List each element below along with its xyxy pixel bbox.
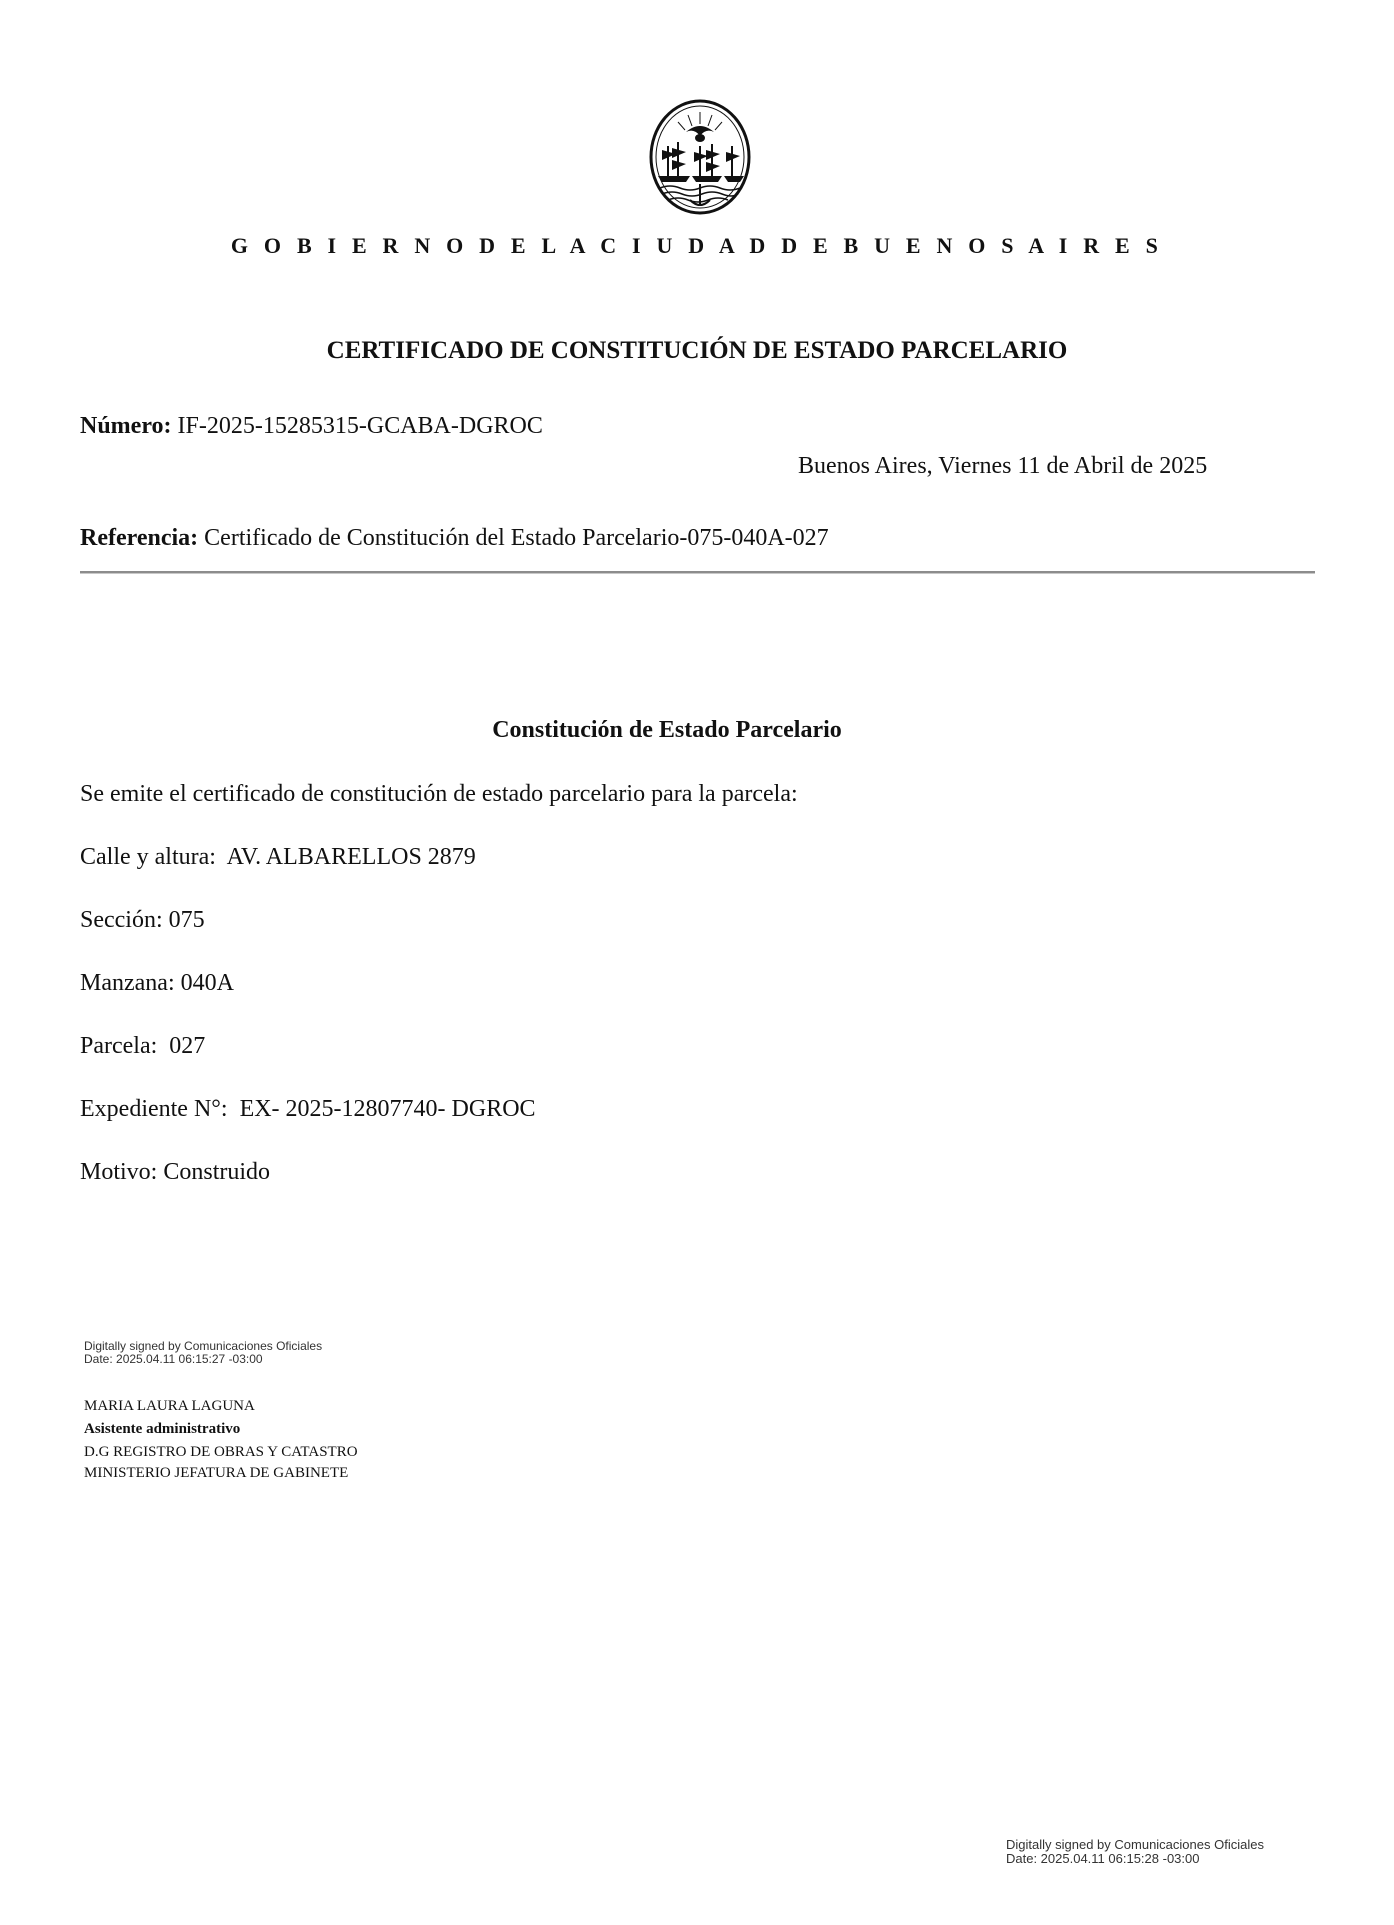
expediente-value: EX- 2025-12807740- DGROC <box>239 1096 536 1122</box>
seccion-line <box>80 907 205 934</box>
government-header: G O B I E R N O D E L A C I U D A D D E B U E N O S A I R E S <box>230 233 1164 258</box>
date-line <box>798 453 1207 480</box>
motivo-value: Construido <box>163 1159 271 1185</box>
calle-line <box>80 844 476 871</box>
date-city: Buenos Aires, <box>798 453 933 479</box>
motivo-label: Motivo: <box>80 1159 158 1185</box>
document-title: CERTIFICADO DE CONSTITUCIÓN DE ESTADO PARCELARIO <box>326 337 1068 364</box>
date-value: Viernes 11 de Abril de 2025 <box>938 453 1208 479</box>
numero-label: Número: <box>80 413 172 439</box>
referencia-line <box>80 525 829 552</box>
parcela-label: Parcela: <box>80 1033 158 1059</box>
referencia-value: Certificado de Constitución del Estado Parcelario-075-040A-027 <box>204 525 829 551</box>
signature-signed-by: Digitally signed by Comunicaciones Oficiales <box>84 1339 323 1353</box>
numero-line <box>80 413 543 440</box>
intro-text: Se emite el certificado de constitución de estado parcelario para la parcela: <box>80 781 798 807</box>
signer-block <box>84 1395 358 1485</box>
seccion-label: Sección: <box>80 907 163 933</box>
manzana-value: 040A <box>180 970 234 996</box>
expediente-label: Expediente N°: <box>80 1096 228 1122</box>
calle-label: Calle y altura: <box>80 844 216 870</box>
signer-office: D.G REGISTRO DE OBRAS Y CATASTRO <box>84 1444 358 1460</box>
digital-signature-stamp-footer <box>1006 1838 1264 1866</box>
parcela-value: 027 <box>169 1033 206 1059</box>
expediente-line <box>80 1096 536 1123</box>
calle-value: AV. ALBARELLOS 2879 <box>226 844 476 870</box>
signature-signed-by: Digitally signed by Comunicaciones Oficiales <box>1006 1837 1264 1852</box>
seccion-value: 075 <box>168 907 205 933</box>
signature-date: Date: 2025.04.11 06:15:28 -03:00 <box>1006 1851 1200 1866</box>
signer-ministry: MINISTERIO JEFATURA DE GABINETE <box>84 1465 349 1481</box>
parcela-line <box>80 1033 205 1060</box>
digital-signature-stamp <box>84 1340 322 1366</box>
manzana-label: Manzana: <box>80 970 175 996</box>
signer-name: MARIA LAURA LAGUNA <box>84 1398 255 1414</box>
referencia-label: Referencia: <box>80 525 199 551</box>
signer-role: Asistente administrativo <box>84 1421 241 1437</box>
coat-of-arms-icon <box>648 98 752 216</box>
signature-date: Date: 2025.04.11 06:15:27 -03:00 <box>84 1352 263 1366</box>
header-divider <box>80 571 1315 574</box>
motivo-line <box>80 1159 270 1186</box>
numero-value: IF-2025-15285315-GCABA-DGROC <box>177 413 543 439</box>
section-title: Constitución de Estado Parcelario <box>492 717 842 743</box>
manzana-line <box>80 970 234 997</box>
